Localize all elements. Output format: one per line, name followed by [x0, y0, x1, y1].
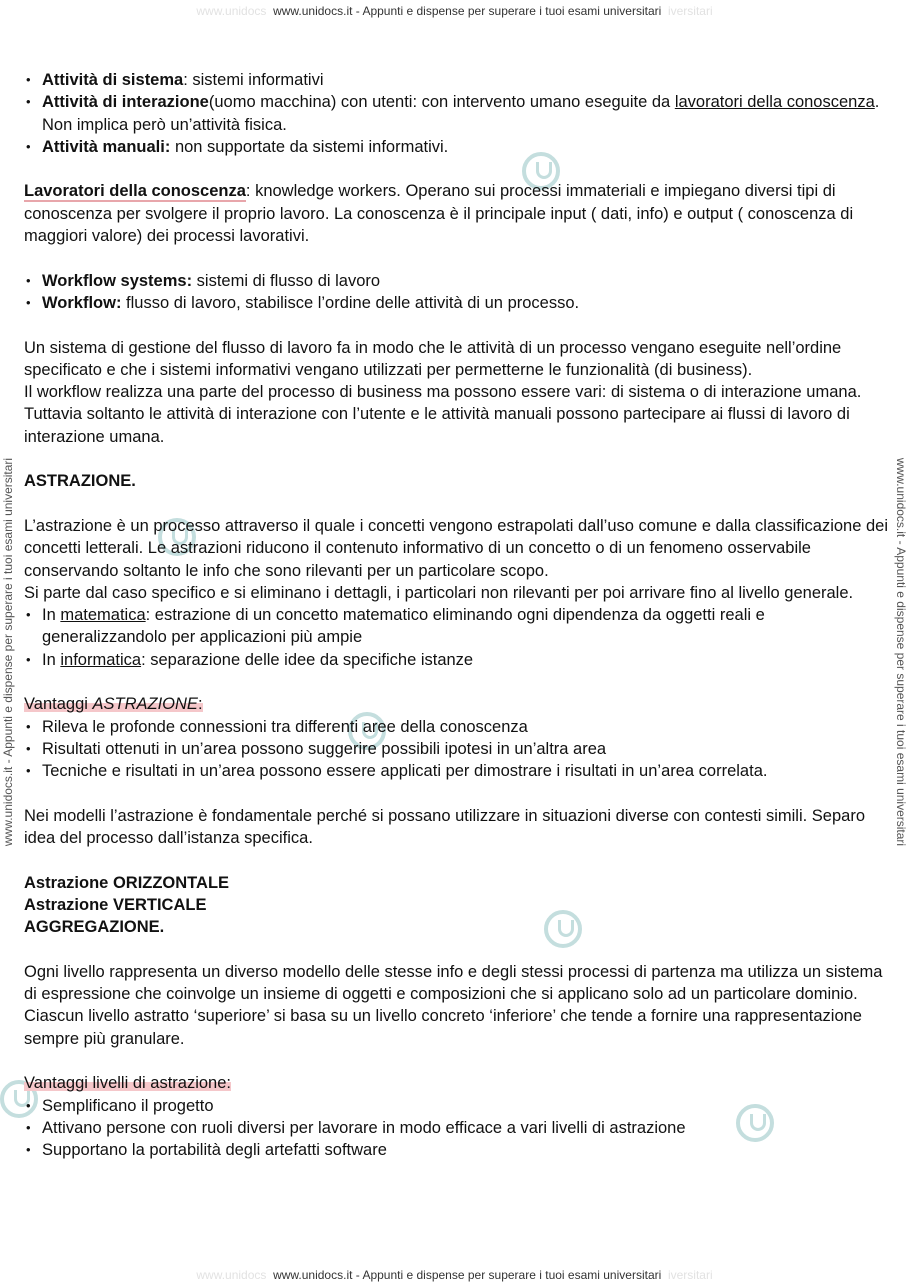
subheading-text: :: [197, 695, 203, 714]
list-item: [24, 69, 889, 91]
right-side-watermark: www.unidocs.it - Appunti e dispense per superare i tuoi esami universitari: [894, 457, 908, 847]
ghost-watermark-left: www.unidocs: [196, 4, 267, 18]
header-watermark-text: www.unidocs.it - Appunti e dispense per superare i tuoi esami universitari: [273, 4, 662, 18]
list-item-text: In: [42, 606, 61, 625]
subheading: [24, 1072, 889, 1094]
highlighted-term: Lavoratori della conoscenza: [24, 182, 246, 201]
list-item: • Rileva le profonde connessioni tra differenti aree della conoscenza: [24, 716, 889, 738]
list-item: [24, 136, 889, 158]
list-item-term: Attività di interazione: [42, 93, 209, 112]
list-item-text: : sistemi informativi: [183, 71, 324, 89]
abstraction-domain-list: [24, 604, 889, 671]
subheading-text: Vantaggi: [24, 695, 93, 714]
list-item-text: In: [42, 650, 61, 669]
list-item: [24, 91, 889, 136]
section-heading: [24, 470, 889, 492]
list-item: [24, 604, 889, 649]
ghost-watermark-right: iversitari: [667, 1268, 713, 1282]
document-body: [24, 69, 889, 1162]
highlighted-subheading: [24, 695, 203, 713]
workflow-paragraph: Un sistema di gestione del flusso di lavoro fa in modo che le attività di un processo vengano eseguite nell’ordine specificato e che i sistemi informativi vengano utilizzati per permetterne le funzionalità (di business).: [24, 338, 842, 379]
list-item-term: Workflow:: [42, 293, 122, 312]
subheading: [24, 693, 889, 715]
activity-list: [24, 69, 889, 158]
list-item-text: : separazione delle idee da specifiche istanze: [141, 650, 474, 669]
list-item: [24, 270, 889, 292]
list-item: • Supportano la portabilità degli artefatti software: [24, 1139, 889, 1161]
highlighted-subheading: Vantaggi livelli di astrazione:: [24, 1074, 231, 1093]
underlined-term: matematica: [60, 606, 146, 625]
heading-text: ASTRAZIONE.: [24, 472, 136, 491]
subheading-italic: ASTRAZIONE: [92, 695, 198, 714]
underlined-term: informatica: [60, 650, 142, 669]
list-item-text: sistemi di flusso di lavoro: [192, 271, 381, 290]
header-watermark: [0, 4, 909, 18]
abstraction-paragraph: Si parte dal caso specifico e si eliminano i dettagli, i particolari non rilevanti per poi arrivare fino al livello generale.: [24, 583, 854, 602]
heading-prefix: Astrazione: [24, 895, 113, 914]
list-item: • Attivano persone con ruoli diversi per lavorare in modo efficace a vari livelli di astrazione: [24, 1117, 889, 1139]
list-item-text: non supportate da sistemi informativi.: [170, 137, 449, 156]
type-heading: [24, 916, 889, 938]
list-item: • Risultati ottenuti in un’area possono suggerire possibili ipotesi in un’altra area: [24, 738, 889, 760]
list-item: [24, 292, 889, 314]
models-paragraph: Nei modelli l’astrazione è fondamentale perché si possano utilizzare in situazioni diverse con contesti simili. Separo idea del processo dall’istanza specifica.: [24, 806, 866, 848]
heading-text: ORIZZONTALE: [112, 873, 230, 892]
list-item-term: Workflow systems:: [42, 271, 193, 290]
underlined-term: lavoratori della conoscenza: [674, 93, 875, 112]
list-item-term: Attività manuali:: [42, 137, 171, 156]
abstraction-paragraph: L’astrazione è un processo attraverso il quale i concetti vengono estrapolati dall’uso comune e dalla classificazione dei concetti letterali. Le astrazioni riducono il contenuto informativo di un concetto o di un fenomeno osservabile conservando soltanto le info che sono rilevanti per un particolare scopo.: [24, 516, 889, 580]
heading-text: AGGREGAZIONE.: [24, 918, 165, 937]
abstraction-advantages-list: [24, 716, 889, 783]
list-item-text: (uomo macchina) con utenti: con intervento umano eseguite da: [208, 93, 675, 112]
list-item: • Tecniche e risultati in un’area possono essere applicati per dimostrare i risultati in un’area correlata.: [24, 760, 889, 782]
type-heading: [24, 894, 889, 916]
list-item-text: flusso di lavoro, stabilisce l’ordine delle attività di un processo.: [121, 293, 580, 312]
list-item: [24, 649, 889, 671]
list-item-text: : estrazione di un concetto matematico eliminando ogni dipendenza da oggetti reali e generalizzandolo per applicazioni più ampie: [42, 606, 765, 647]
ghost-watermark-left: www.unidocs: [196, 1268, 267, 1282]
workflow-list: [24, 270, 889, 315]
heading-text: VERTICALE: [112, 895, 207, 914]
ghost-watermark-right: iversitari: [667, 4, 713, 18]
knowledge-workers-paragraph: [24, 180, 889, 247]
list-item: • Semplificano il progetto: [24, 1095, 889, 1117]
list-item-term: Attività di sistema: [42, 71, 184, 89]
levels-advantages-list: [24, 1095, 889, 1162]
paragraph-text: : knowledge workers. Operano sui processi immateriali e impiegano diversi tipi di conoscenza per svolgere il proprio lavoro. La conoscenza è il principale input ( dati, info) e output ( conoscenza di maggiori valore) dei processi lavorativi.: [24, 182, 854, 246]
footer-watermark-text: www.unidocs.it - Appunti e dispense per superare i tuoi esami universitari: [273, 1268, 662, 1282]
footer-watermark: [0, 1268, 909, 1282]
type-heading: [24, 872, 889, 894]
list-item-text: . Non implica però un’attività fisica.: [42, 93, 880, 134]
workflow-paragraph: Il workflow realizza una parte del processo di business ma possono essere vari: di sistema o di interazione umana. Tuttavia soltanto le attività di interazione con l’utente e le attività manuali possono partecipare ai flussi di lavoro di interazione umana.: [24, 383, 862, 446]
left-side-watermark: www.unidocs.it - Appunti e dispense per superare i tuoi esami universitari: [1, 457, 15, 847]
heading-prefix: Astrazione: [24, 873, 113, 892]
levels-paragraph: Ogni livello rappresenta un diverso modello delle stesse info e degli stessi processi di partenza ma utilizza un sistema di espressione che coinvolge un insieme di oggetti e composizioni che si applicano solo ad un particolare dominio. Ciascun livello astratto ‘superiore’ si basa su un livello concreto ‘inferiore’ che tende a fornire una rappresentazione sempre più granulare.: [24, 962, 883, 1048]
